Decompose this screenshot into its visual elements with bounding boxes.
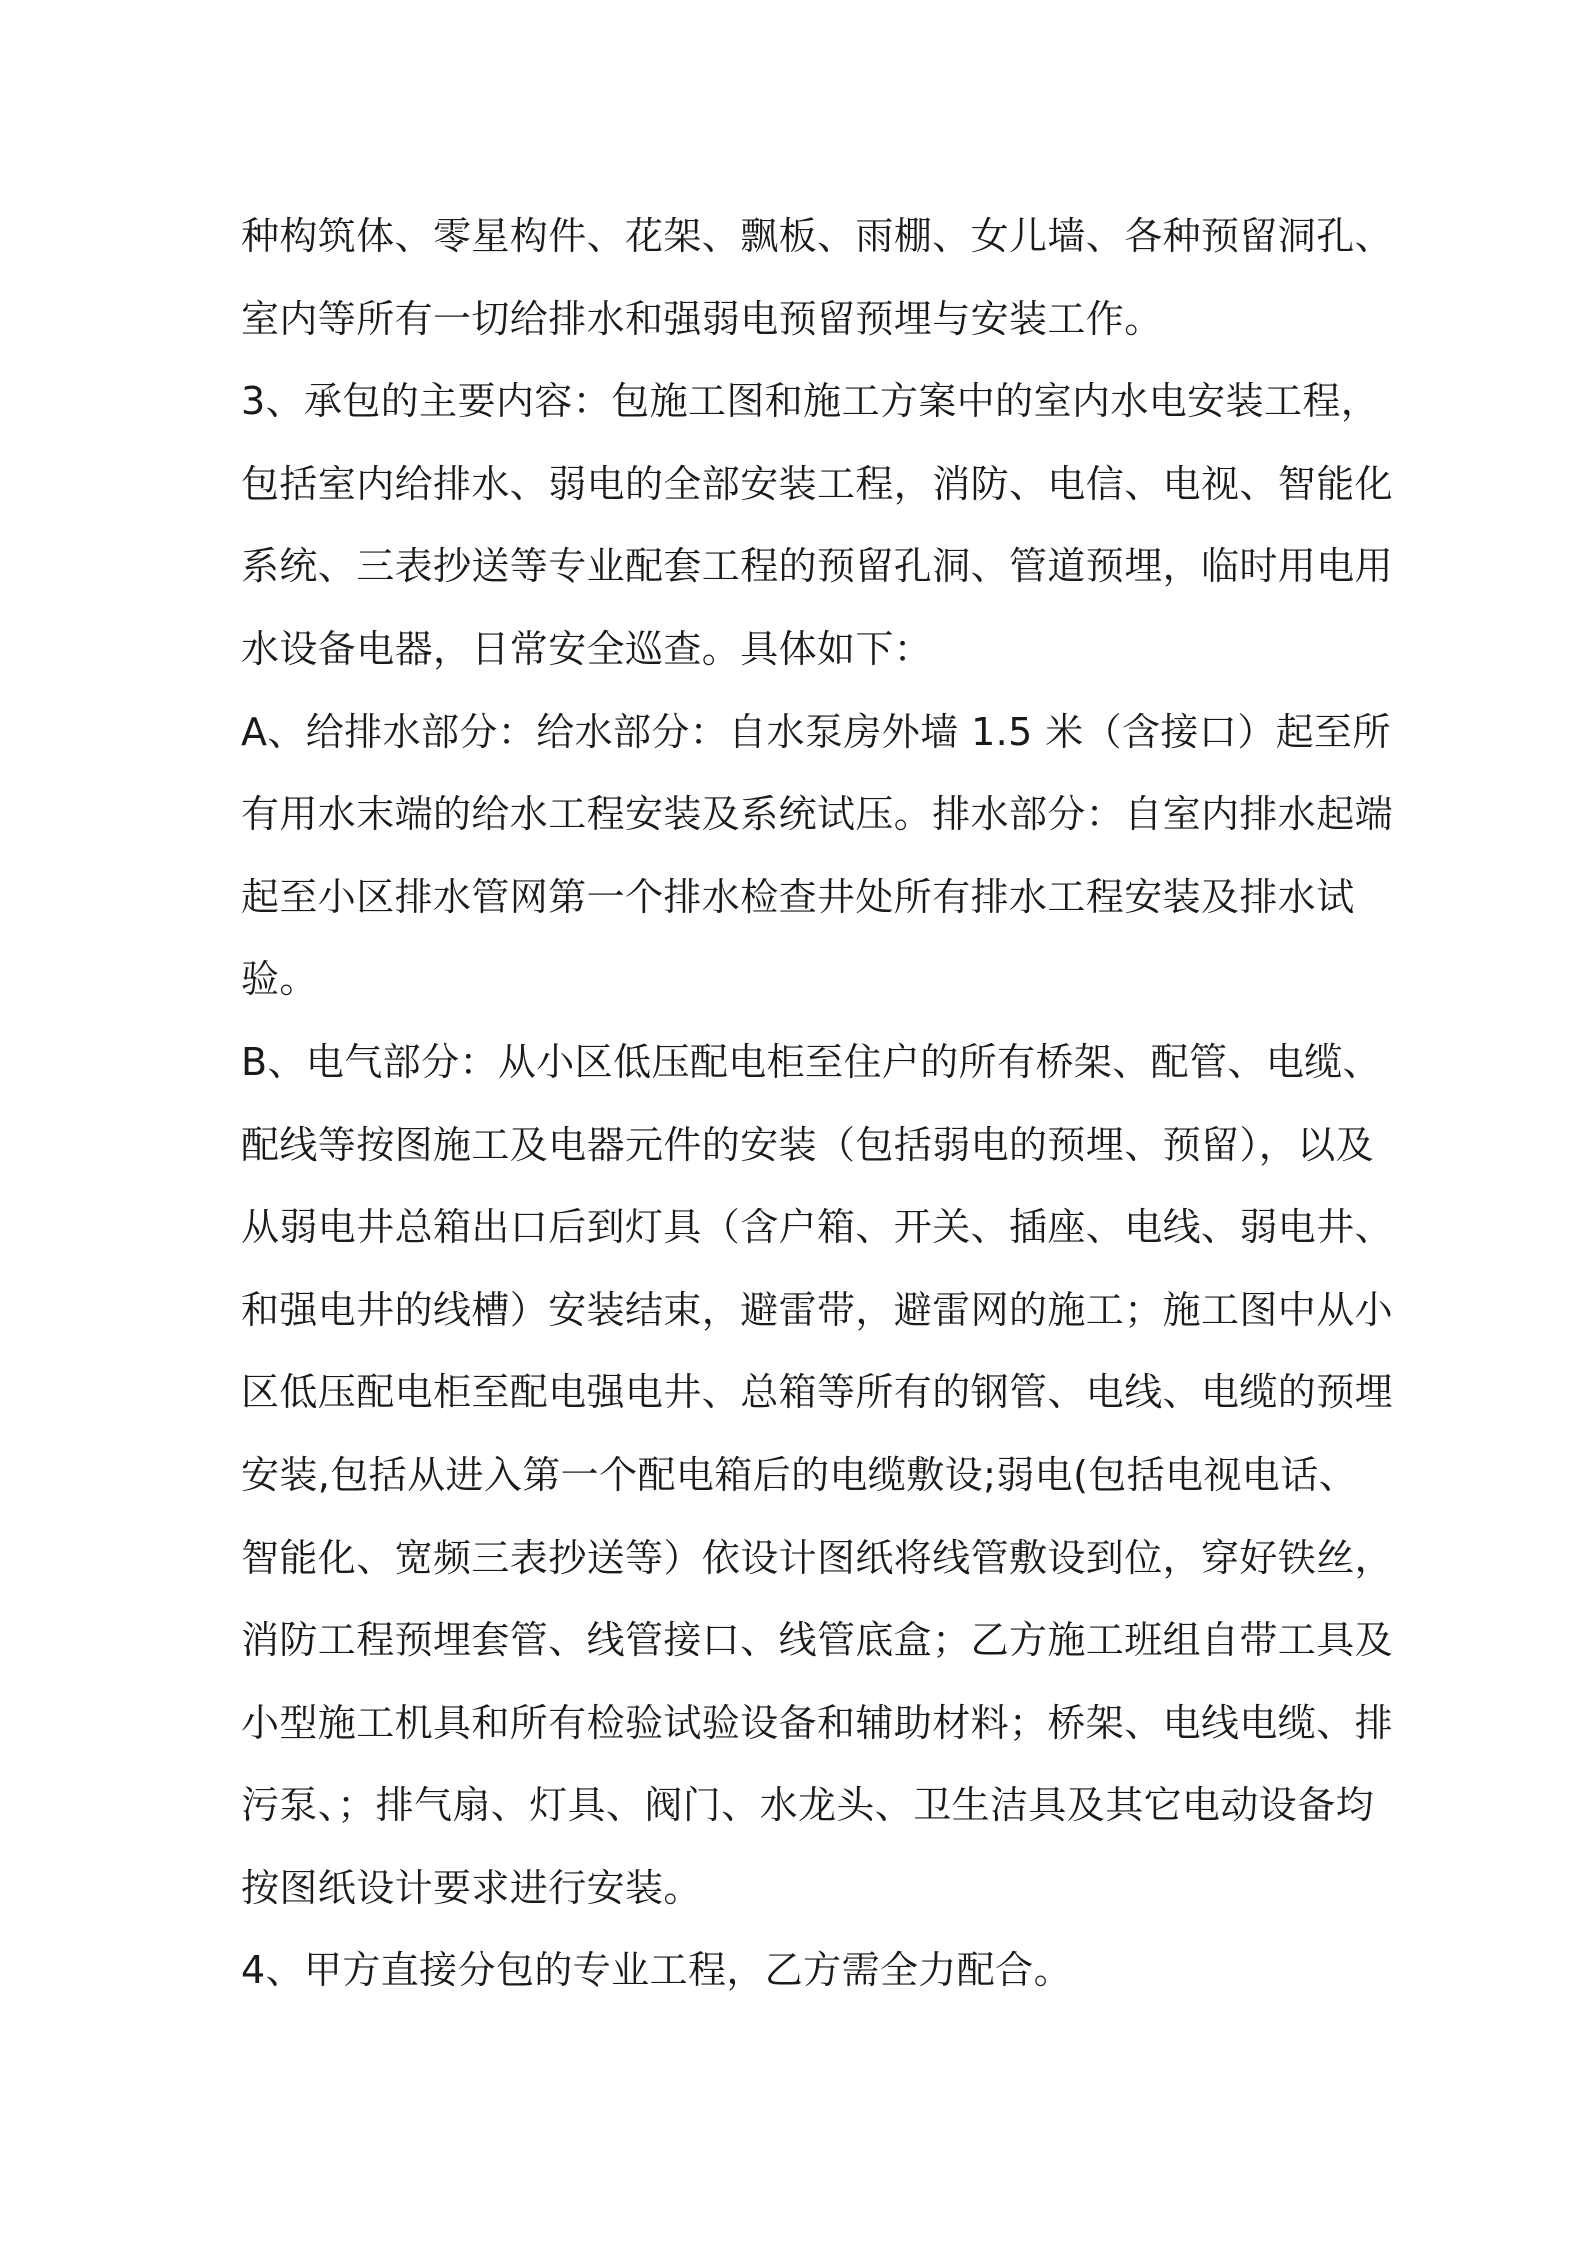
text-line: 安装,包括从进入第一个配电箱后的电缆敷设;弱电(包括电视电话、: [241, 1452, 1358, 1497]
text-line: 验。: [241, 957, 318, 1002]
text-line: 4、甲方直接分包的专业工程，乙方需全力配合。: [241, 1948, 1072, 1993]
text-line: 3、承包的主要内容：包施工图和施工方案中的室内水电安装工程，: [241, 379, 1380, 424]
text-line: 起至小区排水管网第一个排水检查井处所有排水工程安装及排水试: [241, 874, 1355, 919]
text-line: 有用水末端的给水工程安装及系统试压。排水部分：自室内排水起端: [241, 792, 1394, 837]
text-line: 区低压配电柜至配电强电井、总箱等所有的钢管、电线、电缆的预埋: [241, 1370, 1394, 1415]
text-line: 智能化、宽频三表抄送等）依设计图纸将线管敷设到位，穿好铁丝，: [241, 1535, 1394, 1580]
text-line: 和强电井的线槽）安装结束，避雷带，避雷网的施工；施工图中从小: [241, 1287, 1394, 1332]
document-body: [241, 195, 1394, 2012]
text-line: 污泵、；排气扇、灯具、阀门、水龙头、卫生洁具及其它电动设备均: [241, 1783, 1375, 1828]
text-line: 种构筑体、零星构件、花架、飘板、雨棚、女儿墙、各种预留洞孔、: [241, 214, 1394, 258]
text-line: 从弱电井总箱出口后到灯具（含户箱、开关、插座、电线、弱电井、: [241, 1205, 1394, 1250]
text-line: 配线等按图施工及电器元件的安装（包括弱电的预埋、预留），以及: [241, 1122, 1375, 1167]
text-line: 室内等所有一切给排水和强弱电预留预埋与安装工作。: [241, 296, 1163, 341]
text-line: A、给排水部分：给水部分：自水泵房外墙 1.5 米（含接口）起至所: [241, 709, 1391, 754]
text-line: 按图纸设计要求进行安装。: [241, 1865, 702, 1910]
text-line: 小型施工机具和所有检验试验设备和辅助材料；桥架、电线电缆、排: [241, 1700, 1394, 1745]
text-line: 包括室内给排水、弱电的全部安装工程，消防、电信、电视、智能化: [241, 461, 1394, 506]
text-line: 消防工程预埋套管、线管接口、线管底盒；乙方施工班组自带工具及: [241, 1618, 1394, 1663]
text-line: 水设备电器，日常安全巡查。具体如下：: [241, 626, 933, 671]
text-line: B、电气部分：从小区低压配电柜至住户的所有桥架、配管、电缆、: [241, 1039, 1382, 1084]
text-line: 系统、三表抄送等专业配套工程的预留孔洞、管道预埋，临时用电用: [241, 544, 1394, 589]
